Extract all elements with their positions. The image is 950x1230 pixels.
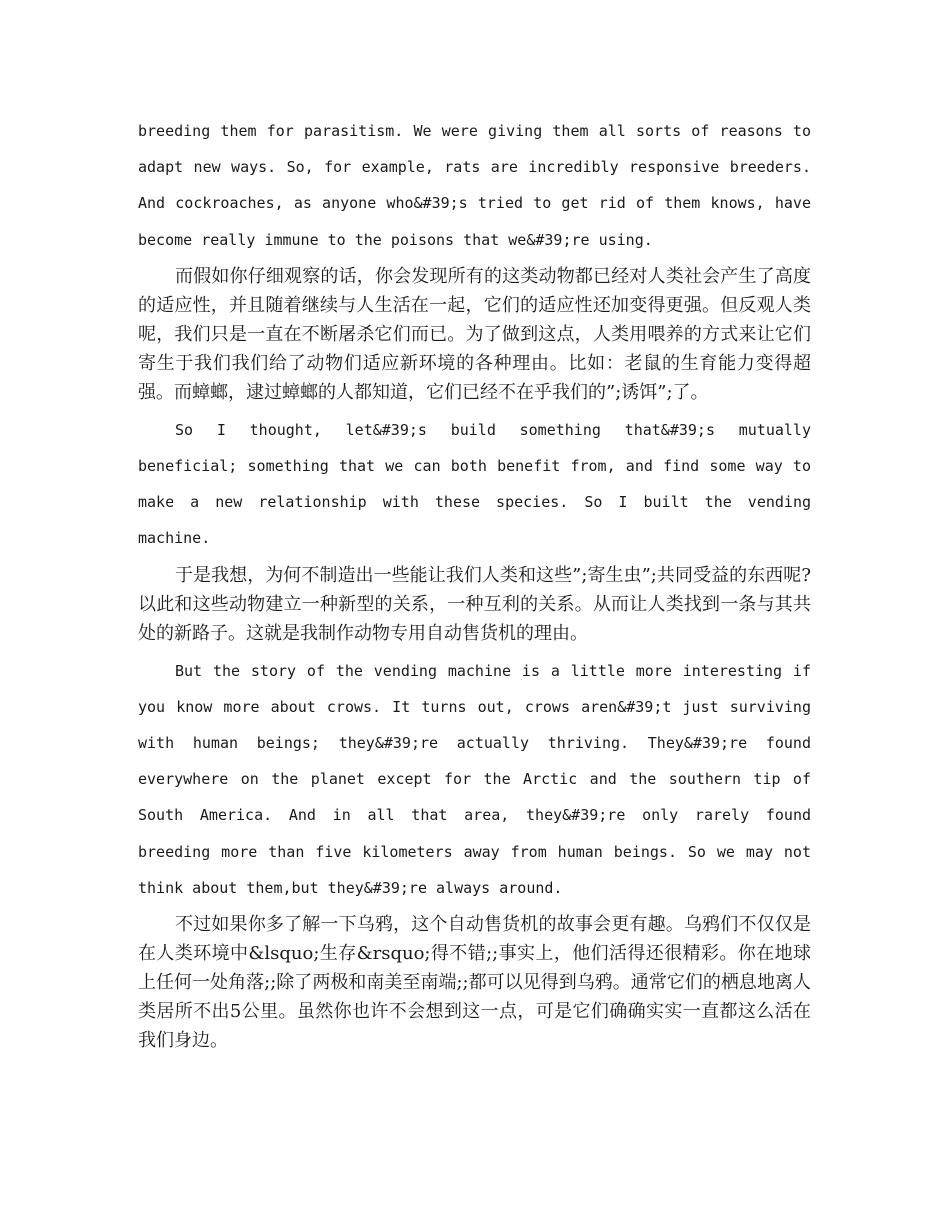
paragraph-en-3: But the story of the vending machine is a little more interesting if you know more about crows. It turns out, crows aren&#39;t just surviving with human beings; they&#39;re actually thriving. They&#39;re found everywhere on the planet except for the Arctic and the southern tip of South America. And in all that area, they&#39;re only rarely found breeding more than five kilometers away from human beings. So we may not think about them,but they&#39;re always around. (138, 661, 811, 897)
document-body (138, 113, 811, 1056)
paragraph-en-2: So I thought, let&#39;s build something that&#39;s mutually beneficial; something that we can both benefit from, and find some way to make a new relationship with these species. So I built the vending machine. (138, 420, 811, 548)
paragraph-zh-2: 于是我想，为何不制造出一些能让我们人类和这些”;寄生虫”;共同受益的东西呢?以此和这些动物建立一种新型的关系，一种互利的关系。从而让人类找到一条与其共处的新路子。这就是我制作动物专用自动售货机的理由。 (138, 564, 811, 644)
paragraph-zh-1: 而假如你仔细观察的话，你会发现所有的这类动物都已经对人类社会产生了高度的适应性，并且随着继续与人生活在一起，它们的适应性还加变得更强。但反观人类呢，我们只是一直在不断屠杀它们而已。为了做到这点，人类用喂养的方式来让它们寄生于我们我们给了动物们适应新环境的各种理由。比如：老鼠的生育能力变得超强。而蟑螂，逮过蟑螂的人都知道，它们已经不在乎我们的”;诱饵”;了。 (138, 265, 811, 403)
paragraph-en-1: breeding them for parasitism. We were giving them all sorts of reasons to adapt new ways. So, for example, rats are incredibly responsive breeders. And cockroaches, as anyone who&#39;s tried to get rid of them knows, have become really immune to the poisons that we&#39;re using. (138, 122, 811, 249)
paragraph-zh-3: 不过如果你多了解一下乌鸦，这个自动售货机的故事会更有趣。乌鸦们不仅仅是在人类环境中&lsquo;生存&rsquo;得不错;;事实上，他们活得还很精彩。你在地球上任何一处角落;;除了两极和南美至南端;;都可以见得到乌鸦。通常它们的栖息地离人类居所不出5公里。虽然你也许不会想到这一点，可是它们确确实实一直都这么活在我们身边。 (138, 914, 811, 1052)
